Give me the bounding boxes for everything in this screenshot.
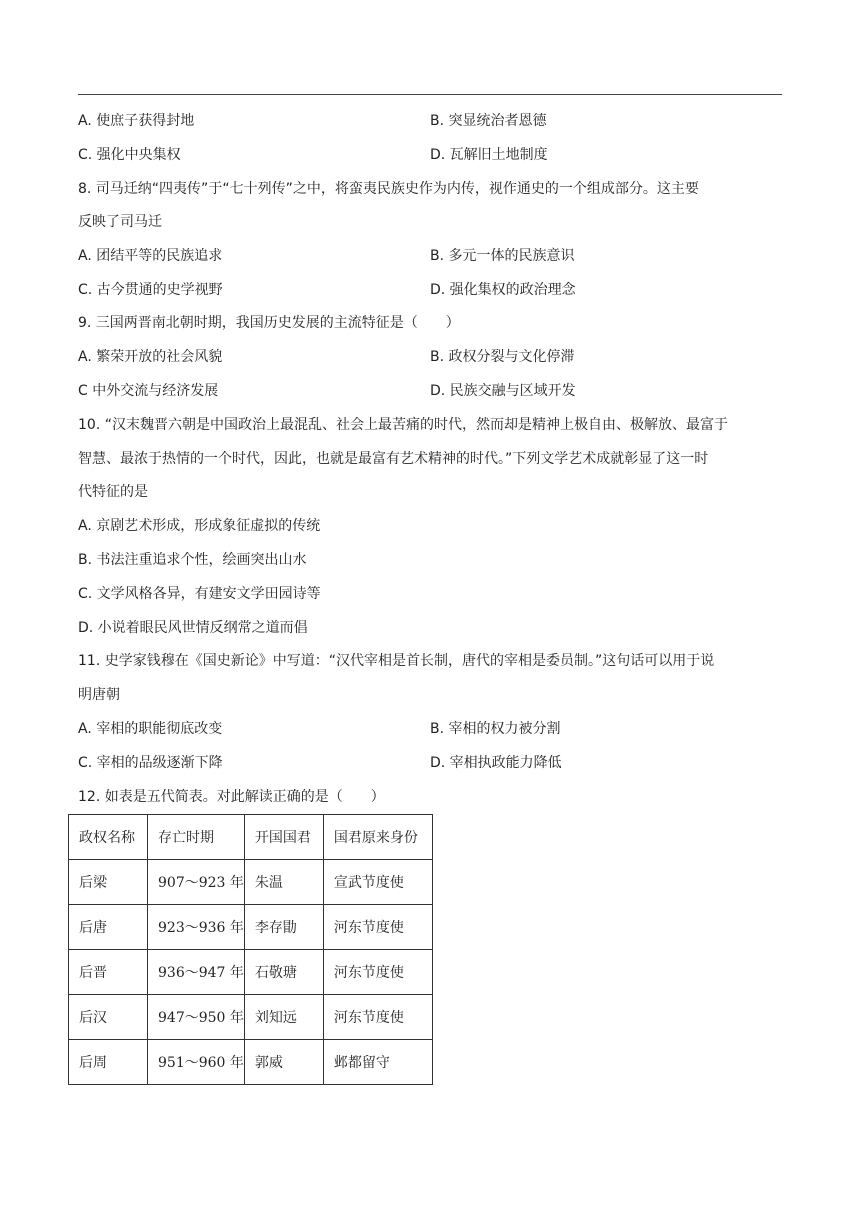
table-row bbox=[69, 995, 433, 1040]
table-row bbox=[69, 1040, 433, 1085]
table-header-row bbox=[69, 815, 433, 860]
header-rule bbox=[78, 94, 782, 95]
table-cell: 后汉 bbox=[69, 995, 148, 1040]
q7-option-b: B. 突显统治者恩德 bbox=[430, 113, 547, 129]
q9-option-d: D. 民族交融与区域开发 bbox=[430, 383, 576, 399]
q12-stem: 12. 如表是五代简表。对此解读正确的是（ ） bbox=[78, 789, 385, 805]
table-cell: 后周 bbox=[69, 1040, 148, 1085]
q11-option-c: C. 宰相的品级逐渐下降 bbox=[78, 755, 223, 771]
q10-stem-line-2: 智慧、最浓于热情的一个时代，因此，也就是最富有艺术精神的时代。”下列文学艺术成就彰显了这一时 bbox=[78, 451, 709, 467]
table-cell: 朱温 bbox=[244, 860, 323, 905]
q10-stem-line-3: 代特征的是 bbox=[78, 484, 148, 500]
table-cell: 郭威 bbox=[244, 1040, 323, 1085]
table-cell: 后梁 bbox=[69, 860, 148, 905]
table-header-cell: 国君原来身份 bbox=[323, 815, 432, 860]
q7-option-d: D. 瓦解旧土地制度 bbox=[430, 147, 548, 163]
table-header-cell: 开国国君 bbox=[244, 815, 323, 860]
table-cell: 后唐 bbox=[69, 905, 148, 950]
q11-option-b: B. 宰相的权力被分割 bbox=[430, 721, 561, 737]
q8-option-c: C. 古今贯通的史学视野 bbox=[78, 282, 223, 298]
table-cell: 951～960 年 bbox=[148, 1040, 245, 1085]
q8-option-b: B. 多元一体的民族意识 bbox=[430, 248, 575, 264]
five-dynasties-table bbox=[68, 814, 433, 1085]
q8-option-d: D. 强化集权的政治理念 bbox=[430, 282, 576, 298]
table-cell: 河东节度使 bbox=[323, 995, 432, 1040]
q9-option-a: A. 繁荣开放的社会风貌 bbox=[78, 349, 223, 365]
table-header-cell: 存亡时期 bbox=[148, 815, 245, 860]
q11-option-d: D. 宰相执政能力降低 bbox=[430, 755, 562, 771]
table-cell: 宣武节度使 bbox=[323, 860, 432, 905]
q11-option-a: A. 宰相的职能彻底改变 bbox=[78, 721, 223, 737]
table-cell: 李存勖 bbox=[244, 905, 323, 950]
table-row bbox=[69, 950, 433, 995]
table-cell: 907～923 年 bbox=[148, 860, 245, 905]
q10-stem-line-1: 10. “汉末魏晋六朝是中国政治上最混乱、社会上最苦痛的时代，然而却是精神上极自由、极解放、最富于 bbox=[78, 417, 728, 433]
table-cell: 石敬瑭 bbox=[244, 950, 323, 995]
table-cell: 河东节度使 bbox=[323, 950, 432, 995]
table-cell: 936～947 年 bbox=[148, 950, 245, 995]
q9-option-b: B. 政权分裂与文化停滞 bbox=[430, 349, 575, 365]
table-cell: 刘知远 bbox=[244, 995, 323, 1040]
table-cell: 后晋 bbox=[69, 950, 148, 995]
table-row bbox=[69, 860, 433, 905]
q8-option-a: A. 团结平等的民族追求 bbox=[78, 248, 223, 264]
q10-option-d: D. 小说着眼民风世情反纲常之道而倡 bbox=[78, 620, 308, 636]
q11-stem-line-2: 明唐朝 bbox=[78, 687, 120, 703]
q7-option-a: A. 使庶子获得封地 bbox=[78, 113, 195, 129]
q9-stem: 9. 三国两晋南北朝时期，我国历史发展的主流特征是（ ） bbox=[78, 315, 460, 331]
q7-option-c: C. 强化中央集权 bbox=[78, 147, 181, 163]
q9-option-c: C 中外交流与经济发展 bbox=[78, 383, 219, 399]
q11-stem-line-1: 11. 史学家钱穆在《国史新论》中写道：“汉代宰相是首长制，唐代的宰相是委员制。”这句话可以用于说 bbox=[78, 653, 715, 669]
q10-option-c: C. 文学风格各异，有建安文学田园诗等 bbox=[78, 586, 321, 602]
table-cell: 947～950 年 bbox=[148, 995, 245, 1040]
q8-stem-line-2: 反映了司马迁 bbox=[78, 214, 162, 230]
q8-stem-line-1: 8. 司马迁纳“四夷传”于“七十列传”之中，将蛮夷民族史作为内传，视作通史的一个组成部分。这主要 bbox=[78, 181, 699, 197]
q10-option-a: A. 京剧艺术形成，形成象征虚拟的传统 bbox=[78, 518, 321, 534]
table-row bbox=[69, 905, 433, 950]
table-cell: 邺都留守 bbox=[323, 1040, 432, 1085]
table-header-cell: 政权名称 bbox=[69, 815, 148, 860]
q10-option-b: B. 书法注重追求个性，绘画突出山水 bbox=[78, 552, 307, 568]
table-cell: 河东节度使 bbox=[323, 905, 432, 950]
table-cell: 923～936 年 bbox=[148, 905, 245, 950]
